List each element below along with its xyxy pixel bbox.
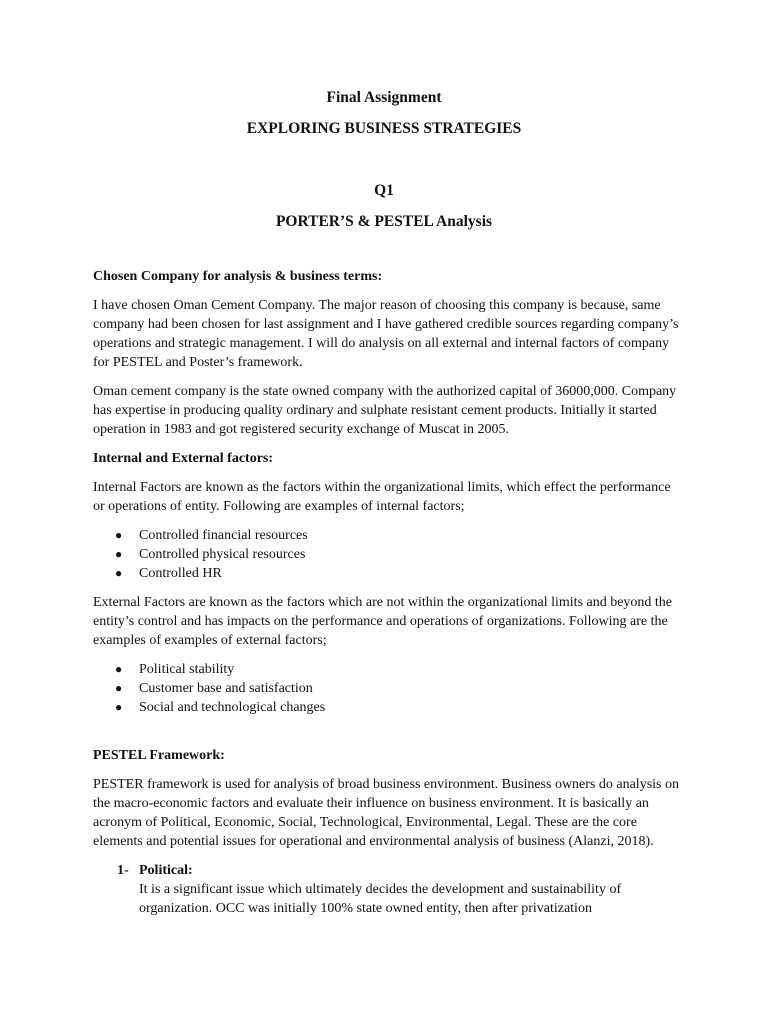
internal-factors-paragraph: Internal Factors are known as the factors within the organizational limits, which effect the performance or operations of entity. Following are examples of internal factors;	[93, 480, 671, 514]
document-title: EXPLORING BUSINESS STRATEGIES	[246, 120, 522, 137]
bullet-icon: ●	[115, 566, 123, 580]
chosen-company-heading: Chosen Company for analysis & business terms:	[93, 269, 383, 284]
list-item: ● Controlled financial resources	[115, 528, 308, 543]
pestel-paragraph: PESTER framework is used for analysis of broad business environment. Business owners do analysis on the macro-economic factors and evaluate their influence on business environment. It is basically an acronym of Political, Economic, Social, Technological, Environmental, Legal. These are the core elements and potential issues for operational and environmental analysis of business (Alanzi, 2018).	[93, 777, 679, 849]
list-item: ● Social and technological changes	[115, 700, 326, 715]
chosen-company-paragraph-2: Oman cement company is the state owned company with the authorized capital of 36000,000. Company has expertise in producing quality ordinary and sulphate resistant cement products. Initially it started operation in 1983 and got registered security exchange of Muscat in 2005.	[93, 384, 677, 437]
list-item: ● Controlled physical resources	[115, 547, 306, 562]
factors-heading: Internal and External factors:	[93, 451, 274, 466]
bullet-icon: ●	[115, 528, 123, 542]
list-item: ● Political stability	[115, 662, 235, 677]
bullet-icon: ●	[115, 662, 123, 676]
external-factors-list	[93, 660, 683, 717]
section-number: 1-	[117, 863, 129, 878]
spacer	[93, 727, 683, 746]
list-item: ● Customer base and satisfaction	[115, 681, 313, 696]
external-factors-paragraph: External Factors are known as the factors which are not within the organizational limits and beyond the entity’s control and has impacts on the performance and operations of organizations. Following are the examples of examples of external factors;	[93, 595, 673, 648]
bullet-icon: ●	[115, 547, 123, 561]
political-body: It is a significant issue which ultimately decides the development and sustainability of organization. OCC was initially 100% state owned entity, then after privatization	[139, 882, 622, 916]
political-heading-text: Political:	[139, 863, 193, 878]
question-title: PORTER’S & PESTEL Analysis	[275, 213, 493, 230]
chosen-company-paragraph-1: I have chosen Oman Cement Company. The major reason of choosing this company is because, same company had been chosen for last assignment and I have gathered credible sources regarding company’s operations and strategic management. I will do analysis on all external and internal factors of company for PESTEL and Poster’s framework.	[93, 298, 679, 370]
list-item: ● Controlled HR	[115, 566, 222, 581]
document-label: Final Assignment	[326, 89, 442, 106]
political-section	[93, 861, 683, 918]
internal-factors-list	[93, 526, 683, 583]
political-heading	[117, 861, 683, 880]
bullet-icon: ●	[115, 681, 123, 695]
document-body	[93, 267, 683, 918]
bullet-icon: ●	[115, 700, 123, 714]
pestel-heading: PESTEL Framework:	[93, 748, 225, 763]
question-number: Q1	[374, 182, 394, 199]
